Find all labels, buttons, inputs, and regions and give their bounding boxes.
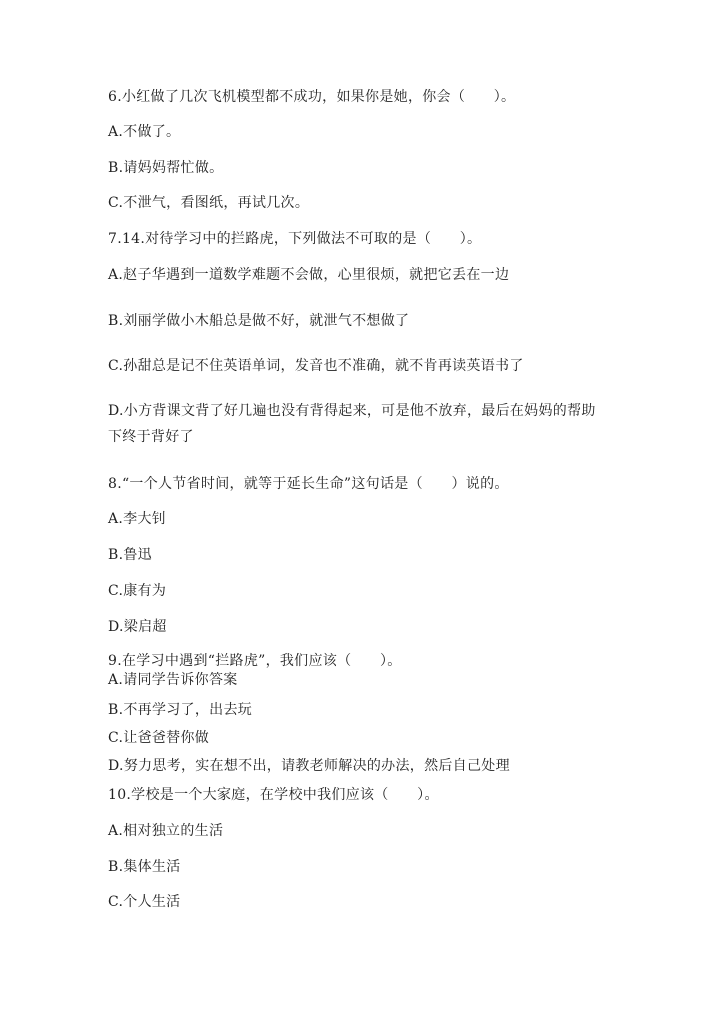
question-9-option-b: B.不再学习了，出去玩 [108,702,253,718]
question-6-option-b: B.请妈妈帮忙做。 [108,160,224,176]
question-9-option-d: D.努力思考，实在想不出，请教老师解决的办法，然后自己处理 [108,758,510,774]
question-9-option-c: C.让爸爸替你做 [108,730,210,746]
question-8-option-a: A.李大钊 [108,511,167,527]
question-7-stem: 7.14.对待学习中的拦路虎，下列做法不可取的是（ ）。 [108,231,482,247]
question-9-stem: 9.在学习中遇到“拦路虎”，我们应该（ ）。 [108,653,402,669]
question-8-option-c: C.康有为 [108,583,167,599]
question-9-option-a: A.请同学告诉你答案 [108,672,238,688]
question-10-option-b: B.集体生活 [108,859,181,875]
question-7-option-d-continued: 下终于背好了 [108,429,194,445]
question-10-option-a: A.相对独立的生活 [108,823,224,839]
question-7-option-a: A.赵子华遇到一道数学难题不会做，心里很烦，就把它丢在一边 [108,267,510,283]
question-10-stem: 10.学校是一个大家庭，在学校中我们应该（ ）。 [108,787,439,803]
question-7-option-d: D.小方背课文背了好几遍也没有背得起来，可是他不放弃，最后在妈妈的帮助 [108,403,596,419]
question-8-option-d: D.梁启超 [108,619,167,635]
question-10-option-c: C.个人生活 [108,894,181,910]
question-8-stem: 8.“一个人节省时间，就等于延长生命”这句话是（ ）说的。 [108,476,509,492]
question-6-option-c: C.不泄气，看图纸，再试几次。 [108,195,310,211]
question-6-stem: 6.小红做了几次飞机模型都不成功，如果你是她，你会（ ）。 [108,89,516,105]
question-7-option-c: C.孙甜总是记不住英语单词，发音也不准确，就不肯再读英语书了 [108,358,524,374]
question-7-option-b: B.刘丽学做小木船总是做不好，就泄气不想做了 [108,313,410,329]
question-8-option-b: B.鲁迅 [108,547,152,563]
question-6-option-a: A.不做了。 [108,124,181,140]
